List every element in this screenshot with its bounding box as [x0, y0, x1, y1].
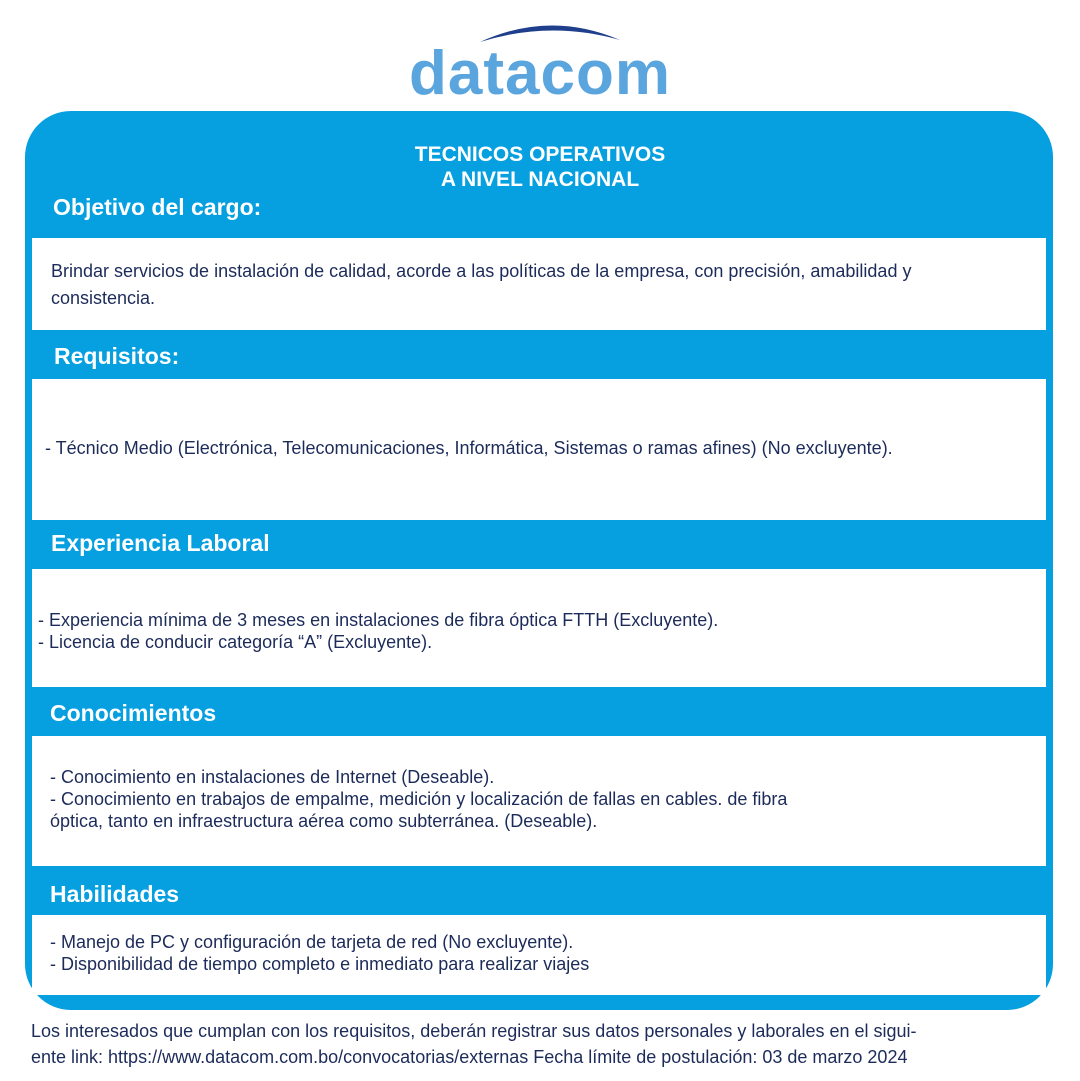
- objetivo-line-1: Brindar servicios de instalación de calidad, acorde a las políticas de la empresa, con precisión, amabilidad y: [51, 261, 912, 281]
- section-box-habilidades: [32, 915, 1046, 995]
- section-heading-objetivo: Objetivo del cargo:: [53, 194, 262, 220]
- title-line-2: A NIVEL NACIONAL: [440, 168, 640, 191]
- habilidades-line-1: - Manejo de PC y configuración de tarjeta de red (No excluyente).: [50, 932, 574, 952]
- section-box-conocimientos: [32, 736, 1046, 866]
- footer-note: [31, 1018, 1051, 1070]
- section-box-experiencia: [32, 569, 1046, 687]
- conocimientos-line-3: óptica, tanto en infraestructura aérea como subterránea. (Deseable).: [50, 811, 598, 831]
- page-title: [0, 142, 1080, 192]
- footer-line-2: ente link: https://www.datacom.com.bo/convocatorias/externas Fecha límite de postulación: 03 de marzo 2024: [31, 1047, 908, 1067]
- conocimientos-line-1: - Conocimiento en instalaciones de Internet (Deseable).: [50, 767, 495, 787]
- logo-text: datacom: [409, 39, 671, 108]
- section-heading-conocimientos: Conocimientos: [50, 700, 217, 726]
- section-heading-requisitos: Requisitos:: [54, 343, 180, 369]
- experiencia-line-2: - Licencia de conducir categoría “A” (Excluyente).: [38, 632, 433, 652]
- experiencia-line-1: - Experiencia mínima de 3 meses en instalaciones de fibra óptica FTTH (Excluyente).: [38, 610, 719, 630]
- objetivo-line-2: consistencia.: [51, 288, 156, 308]
- section-box-objetivo: [32, 238, 1046, 330]
- section-box-requisitos: [32, 379, 1046, 520]
- footer-line-1: Los interesados que cumplan con los requisitos, deberán registrar sus datos personales y laborales en el sigui-: [31, 1021, 917, 1041]
- datacom-logo: [0, 10, 1080, 108]
- section-heading-experiencia: Experiencia Laboral: [51, 530, 270, 556]
- conocimientos-line-2: - Conocimiento en trabajos de empalme, medición y localización de fallas en cables. de fibra: [50, 789, 788, 809]
- title-line-1: TECNICOS OPERATIVOS: [414, 143, 666, 166]
- requisitos-line-1: - Técnico Medio (Electrónica, Telecomunicaciones, Informática, Sistemas o ramas afines) (No excluyente).: [45, 438, 893, 458]
- section-heading-habilidades: Habilidades: [50, 881, 180, 907]
- habilidades-line-2: - Disponibilidad de tiempo completo e inmediato para realizar viajes: [50, 954, 590, 974]
